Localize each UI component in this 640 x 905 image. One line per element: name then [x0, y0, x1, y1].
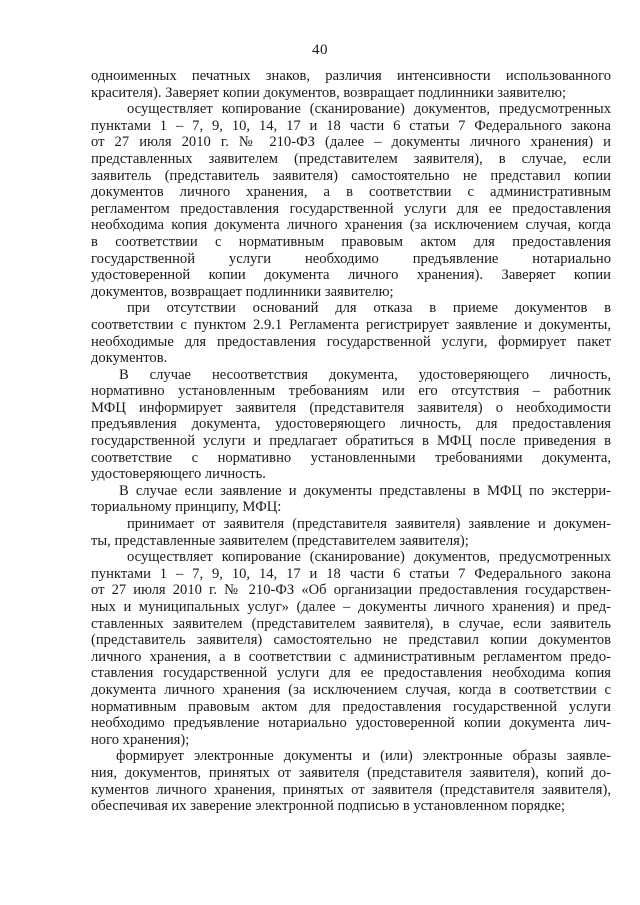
text-line: ты, представленные заявителем (представителем заявителя);: [91, 532, 469, 549]
text-line: ториальному принципу, МФЦ:: [91, 499, 282, 516]
text-line: ного хранения);: [91, 731, 190, 748]
text-line: красителя). Заверяет копии документов, возвращает подлинники заявителю;: [91, 84, 567, 101]
text-line: документов, возвращает подлинники заявителю;: [91, 283, 394, 300]
text-line: В случае если заявление и документы представлены в МФЦ по экстерри-: [119, 482, 611, 499]
text-line: кументов личного хранения, принятых от заявителя (представителя заявителя),: [91, 781, 611, 798]
text-line: удостоверяющего личность.: [91, 466, 266, 483]
text-line: МФЦ информирует заявителя (представителя заявителя) о необходимости: [91, 399, 611, 416]
text-line: государственной услуги и предлагает обратиться в МФЦ после приведения в: [91, 433, 611, 450]
text-line: принимает от заявителя (представителя заявителя) заявление и докумен-: [127, 516, 611, 533]
text-line: ных и муниципальных услуг» (далее – документы личного хранения) и пред-: [91, 599, 611, 615]
text-line: ставленных заявителем (представителем заявителя), в случае, если заявитель: [91, 615, 611, 632]
text-line: пунктами 1 – 7, 9, 10, 14, 17 и 18 части 6 статьи 7 Федерального закона: [91, 117, 611, 134]
text-line: документов личного хранения, а в соответствии с административным: [91, 184, 611, 201]
text-line: документов.: [91, 350, 168, 367]
text-line: заявитель (представитель заявителя) самостоятельно не представил копии: [91, 167, 611, 184]
text-line: обеспечивая их заверение электронной подписью в установленном порядке;: [91, 798, 566, 815]
page-number: 40: [312, 42, 328, 58]
text-line: осуществляет копирование (сканирование) документов, предусмотренных: [127, 549, 611, 566]
text-line: при отсутствии оснований для отказа в приеме документов в: [127, 300, 611, 317]
document-body: [91, 68, 611, 815]
text-line: (представитель заявителя) самостоятельно не представил копии документов: [91, 632, 611, 649]
text-line: документа личного хранения (за исключением случая, когда в соответствии с: [91, 681, 611, 698]
text-line: пунктами 1 – 7, 9, 10, 14, 17 и 18 части 6 статьи 7 Федерального закона: [91, 565, 611, 582]
text-line: нормативно установленным требованиям или его отсутствия – работник: [91, 383, 611, 400]
text-line: предъявления документа, удостоверяющего личность, для предоставления: [91, 416, 611, 433]
text-line: от 27 июля 2010 г. № 210-ФЗ (далее – документы личного хранения) и: [91, 134, 611, 151]
text-line: ния, документов, принятых от заявителя (представителя заявителя), копий до-: [91, 764, 611, 781]
text-line: осуществляет копирование (сканирование) документов, предусмотренных: [127, 101, 611, 118]
text-line: в соответствии с нормативным правовым актом для предоставления: [91, 233, 611, 250]
text-line: одноименных печатных знаков, различия интенсивности использованного: [91, 68, 611, 84]
text-line: необходимо предъявление нотариально удостоверенной копии документа лич-: [91, 715, 611, 732]
text-line: от 27 июля 2010 г. № 210-ФЗ «Об организации предоставления государствен-: [91, 582, 611, 599]
text-line: ставления государственной услуги для ее предоставления необходима копия: [91, 665, 611, 682]
text-line: необходимые для предоставления государственной услуги, формирует пакет: [91, 333, 611, 350]
text-line: соответствии с пунктом 2.9.1 Регламента регистрирует заявление и документы,: [91, 316, 611, 333]
text-line: представленных заявителем (представителем заявителя), в случае, если: [91, 150, 611, 167]
text-line: государственной услуги необходимо предъявление нотариально: [91, 250, 611, 267]
text-line: личного хранения, а в соответствии с административным регламентом предо-: [91, 648, 611, 665]
text-line: В случае несоответствия документа, удостоверяющего личность,: [119, 366, 611, 383]
text-line: формирует электронные документы и (или) электронные образы заявле-: [116, 748, 611, 765]
text-line: регламентом предоставления государственной услуги для ее предоставления: [91, 200, 611, 217]
text-line: необходима копия документа личного хранения (за исключением случая, когда: [91, 217, 611, 234]
text-line: удостоверенной копии документа личного хранения). Заверяет копии: [91, 267, 611, 284]
text-line: нормативным правовым актом для предоставления государственной услуги: [91, 698, 611, 715]
text-line: соответствие с нормативно установленными требованиями документа,: [91, 449, 611, 466]
